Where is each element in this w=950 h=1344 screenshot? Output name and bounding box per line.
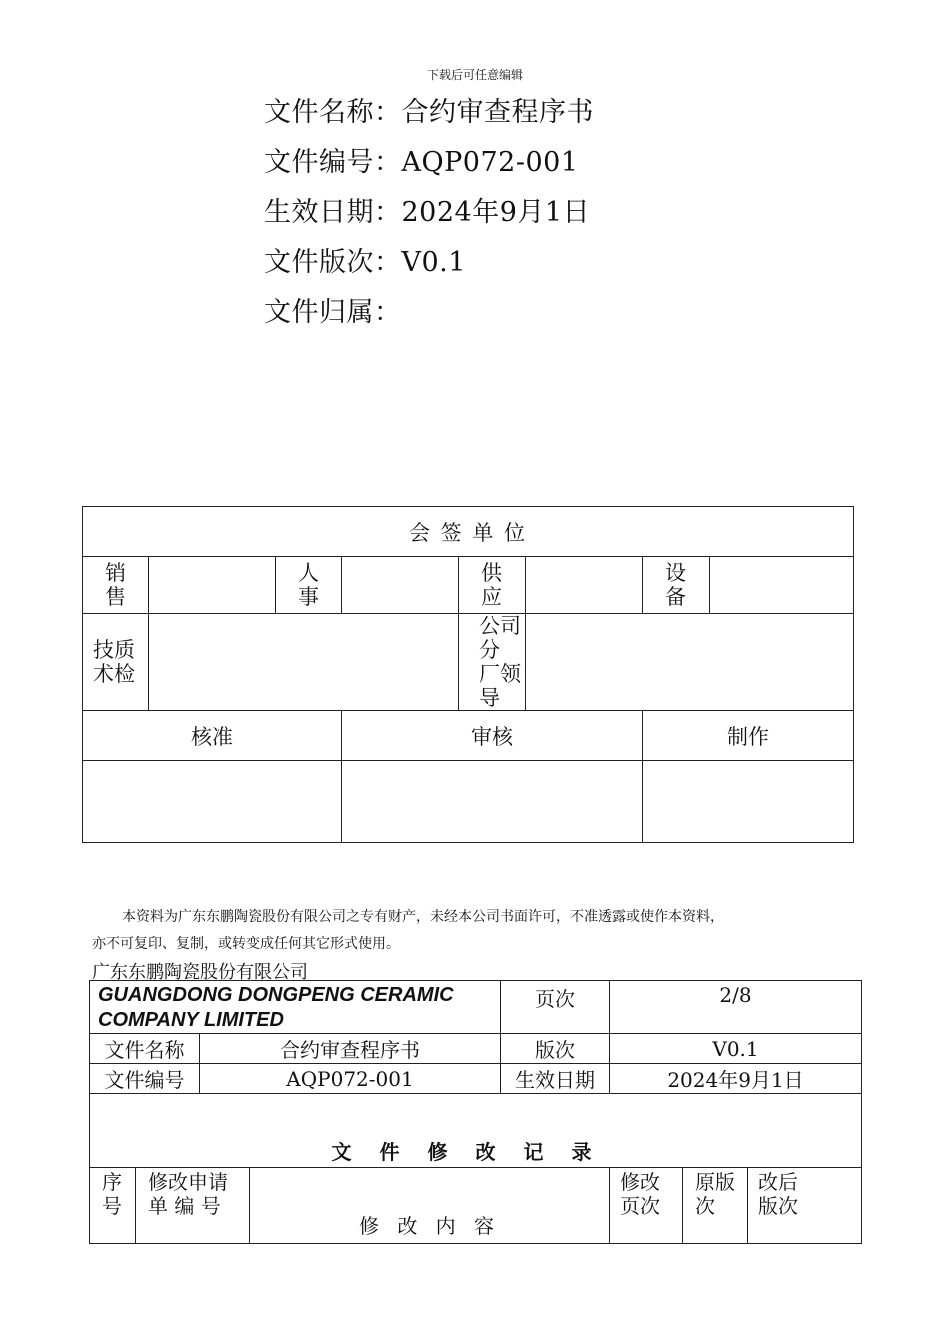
new-version-header: 改后 版次 <box>748 1168 862 1244</box>
make-header: 制作 <box>643 711 854 761</box>
seq-header: 序 号 <box>90 1168 136 1244</box>
sign-table-title: 会 签 单 位 <box>83 507 854 557</box>
meta-file-name: 文件名称：合约审查程序书 <box>264 97 594 128</box>
hr-sign-cell[interactable] <box>342 557 459 614</box>
file-name-label: 文件名称 <box>90 1034 200 1064</box>
file-name-value: 合约审查程序书 <box>200 1034 501 1064</box>
effective-date-value: 2024年9月1日 <box>610 1064 862 1094</box>
orig-version-header: 原版 次 <box>683 1168 748 1244</box>
effective-date-label: 生效日期 <box>501 1064 610 1094</box>
sales-label: 销 售 <box>83 557 149 614</box>
company-name-cn: 广东东鹏陶瓷股份有限公司 <box>92 962 308 983</box>
hr-label: 人 事 <box>276 557 342 614</box>
content-header: 修 改 内 容 <box>250 1168 610 1244</box>
meta-effective-date: 生效日期：2024年9月1日 <box>264 197 591 228</box>
request-no-header: 修改申请 单 编 号 <box>136 1168 250 1244</box>
approve-header: 核准 <box>83 711 342 761</box>
equipment-label: 设 备 <box>643 557 710 614</box>
company-name-en: GUANGDONG DONGPENG CERAMIC COMPANY LIMITED <box>90 981 501 1034</box>
review-sign-cell[interactable] <box>342 761 643 843</box>
branch-lead-sign-cell[interactable] <box>526 614 854 711</box>
meta-version: 文件版次：V0.1 <box>264 247 466 278</box>
meta-file-number: 文件编号：AQP072-001 <box>264 147 579 178</box>
tech-qc-sign-cell[interactable] <box>149 614 459 711</box>
revision-record-title: 文件修改记录 <box>90 1094 862 1168</box>
document-control-table <box>89 980 862 1244</box>
tech-qc-label: 技质 术检 <box>83 614 149 711</box>
page-value: 2/8 <box>610 981 862 1034</box>
supply-label: 供 应 <box>459 557 526 614</box>
approve-sign-cell[interactable] <box>83 761 342 843</box>
review-header: 审核 <box>342 711 643 761</box>
equipment-sign-cell[interactable] <box>710 557 854 614</box>
confidential-note: 本资料为广东东鹏陶瓷股份有限公司之专有财产，未经本公司书面许可，不准透露或使作本资料， 亦不可复印、复制，或转变成任何其它形式使用。 <box>92 909 724 952</box>
make-sign-cell[interactable] <box>643 761 854 843</box>
version-value: V0.1 <box>610 1034 862 1064</box>
top-note: 下载后可任意编辑 <box>426 68 523 82</box>
page-header: 修改 页次 <box>610 1168 683 1244</box>
supply-sign-cell[interactable] <box>526 557 643 614</box>
branch-lead-label: 公司分 厂领导 <box>459 614 526 711</box>
version-label: 版次 <box>501 1034 610 1064</box>
file-number-label: 文件编号 <box>90 1064 200 1094</box>
sign-off-table <box>82 506 854 843</box>
sales-sign-cell[interactable] <box>149 557 276 614</box>
file-number-value: AQP072-001 <box>200 1064 501 1094</box>
meta-ownership: 文件归属： <box>264 297 402 328</box>
page-label: 页次 <box>501 981 610 1034</box>
